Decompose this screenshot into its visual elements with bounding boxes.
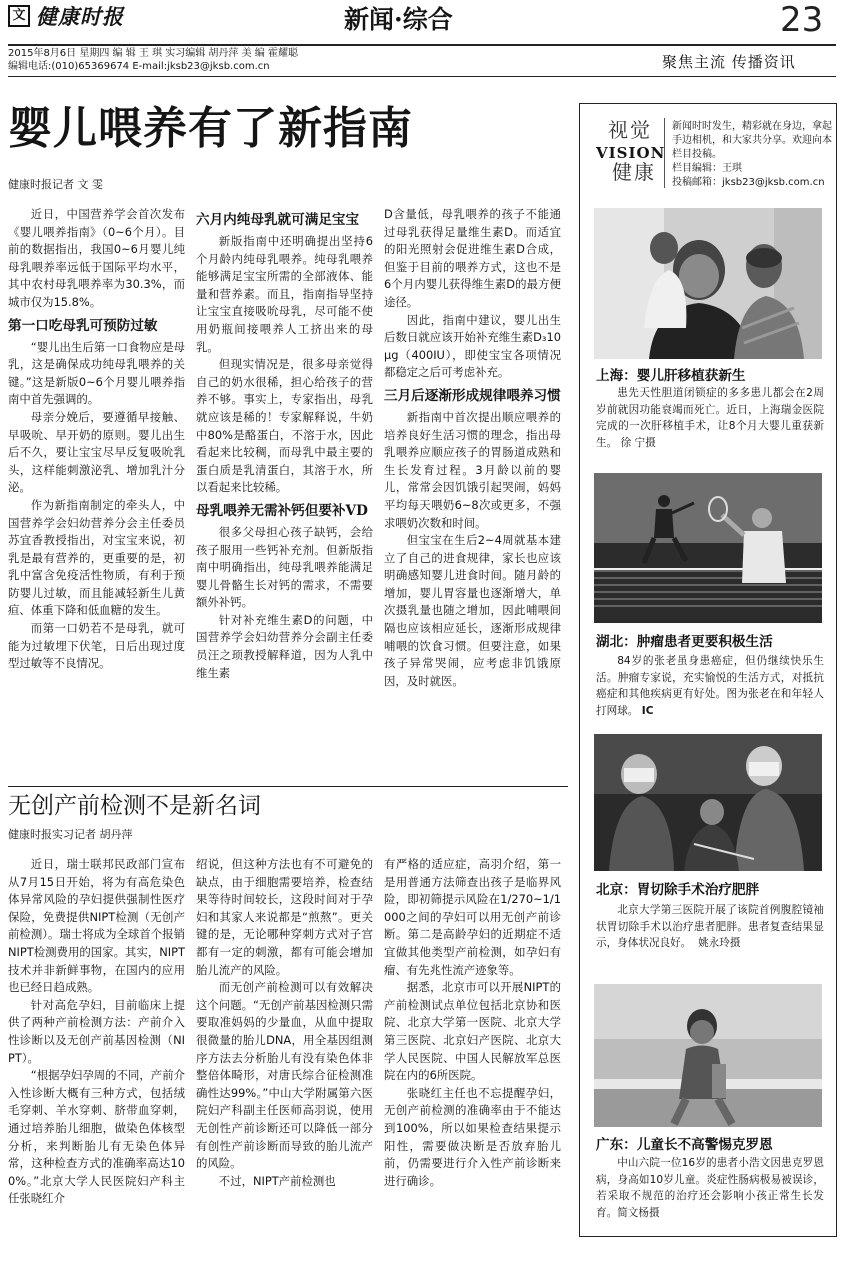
article2-headline: 无创产前检测不是新名词 <box>8 793 261 819</box>
paragraph: 作为新指南制定的牵头人，中国营养学会妇幼营养分会主任委员苏宜香教授指出，对宝宝来说，初乳是最有营养的，更重要的是，初乳中富含免疫活性物质，有利于预防婴儿过敏，而且能减轻新生儿黄疸、体重下降和低血糖的发生。 <box>8 497 185 618</box>
paper-name: 健康时报 <box>36 4 124 29</box>
paragraph: 很多父母担心孩子缺钙，会给孩子服用一些钙补充剂。但新版指南中明确指出，纯母乳喂养能满足婴儿骨骼生长对钙的需求，不需要额外补钙。 <box>196 524 373 610</box>
subheading: 母乳喂养无需补钙但要补VD <box>196 502 368 519</box>
sidebar-intro: 新闻时时发生，精彩就在身边，拿起手边相机，和大家共分享。欢迎向本栏目投稿。 <box>672 121 832 160</box>
sidebar-editor: 栏目编辑：王琪 <box>672 163 742 174</box>
family-photo-illustration <box>594 208 822 359</box>
sidebar-item-1-caption <box>596 385 824 451</box>
article2-column-1 <box>8 856 185 1280</box>
page-number: 23 <box>780 0 824 40</box>
tennis-photo-illustration <box>594 473 822 623</box>
paragraph: 而无创产前检测可以有效解决这个问题。“无创产前基因检测只需要取准妈妈的少量血，从血中提取很微量的胎儿DNA，用全基因组测序方法去分析胎儿有没有染色体非整倍体畸形，对唐氏综合征检测准确性达99%。”中山大学附属第六医院妇产科副主任医师高羽说，使用无创性产前诊断还可以降低一部分有创性产前诊断而导致的胎儿流产的风险。 <box>196 980 373 1171</box>
paragraph: 张晓红主任也不忘提醒孕妇，无创产前检测的准确率由于不能达到100%，所以如果检查结果提示阳性，需要做决断是否放弃胎儿前，仍需要进行介入性产前诊断来进行确诊。 <box>384 1085 561 1188</box>
paragraph: 有严格的适应症，高羽介绍，第一是用普通方法筛查出孩子是临界风险，即初筛提示风险在1/270~1/1000之间的孕妇可以用无创产前诊断。第二是高龄孕妇的近期症不适宜做其他类型产前检测，如孕妇有瘤、有先兆性流产迹象等。 <box>384 857 561 977</box>
sidebar-item-2-credit: IC <box>641 704 654 717</box>
paragraph: 而第一口奶若不是母乳，就可能为过敏埋下伏笔，日后出现过度型过敏等不良情况。 <box>8 621 185 671</box>
child-photo-illustration <box>594 984 822 1127</box>
section-title: 新闻·综合 <box>344 5 453 34</box>
sidebar-item-1-credit: 徐 宁摄 <box>620 436 656 449</box>
article-divider <box>8 786 568 787</box>
sidebar-item-4-caption <box>596 1155 824 1221</box>
masthead-slogan: 聚焦主流 传播资讯 <box>662 53 796 71</box>
article1-headline: 婴儿喂养有了新指南 <box>8 103 413 154</box>
article2-byline: 健康时报实习记者 胡丹萍 <box>8 828 133 841</box>
paragraph: “婴儿出生后第一口食物应是母乳，这是确保成功纯母乳喂养的关键。”这是新版0~6个月婴儿喂养指南中首先强调的。 <box>8 339 185 407</box>
paragraph: 近日，瑞士联邦民政部门宣布从7月15日开始，将为有高危染色体异常风险的孕妇提供强制性医疗保险，免费提供NIPT检测（无创产前检测）。瑞士将成为全球首个报销NIPT检测费用的国家。其实，NIPT技术并非新鲜事物，在国内的应用也已经日趋成熟。 <box>8 857 185 995</box>
masthead-bottom-rule <box>8 76 836 77</box>
sidebar-item-3-caption <box>596 902 824 952</box>
subheading: 三月后逐渐形成规律喂养习惯 <box>384 387 561 404</box>
article2-column-2 <box>196 856 373 1280</box>
subheading: 六月内纯母乳就可满足宝宝 <box>196 212 360 228</box>
paragraph: “根据孕妇孕周的不同，产前介入性诊断大概有三种方式，包括绒毛穿刺、羊水穿刺、脐带血穿刺，通过培养胎儿细胞，做染色体核型分析，来判断胎儿有无染色体异常，这种检查方式的准确率高达100%。”北京大学人民医院妇产科主任张晓红介 <box>8 1068 185 1206</box>
sidebar-brand-cn2: 健康 <box>612 160 656 184</box>
article1-column-1 <box>8 206 185 782</box>
sidebar-item-2-caption-text: 84岁的张老虽身患癌症，但仍继续快乐生活。肿瘤专家说，充实愉悦的生活方式，对抵抗癌症和其他疾病更有好处。图为张老在和年轻人打网球。 <box>596 655 824 717</box>
logo-mark-icon: 文 <box>12 8 26 23</box>
photo-hubei-tennis <box>594 473 822 623</box>
sidebar-item-3-caption-text: 北京大学第三医院开展了该院首例腹腔镜袖状胃切除手术以治疗患者肥胖。患者复查结果显示，身体状况良好。 <box>596 904 824 949</box>
article1-column-2 <box>196 206 373 782</box>
paragraph: 但现实情况是，很多母亲觉得自己的奶水很稀，担心给孩子的营养不够。事实上，专家指出，母乳就应该是稀的！专家解释说，牛奶中80%是酪蛋白，不溶于水，因此看起来比较稠，而母乳中最主要的蛋白质是乳清蛋白，其溶于水，所以看起来比较稀。 <box>196 357 373 495</box>
surgery-photo-illustration <box>594 734 822 871</box>
sidebar-email: 投稿邮箱：jksb23@jksb.com.cn <box>672 177 825 188</box>
sidebar-item-4-title: 广东：儿童长不高警惕克罗恩 <box>596 1137 773 1153</box>
paragraph: 针对高危孕妇，目前临床上提供了两种产前检测方法：产前介入性诊断以及无创产前基因检测（NIPT）。 <box>8 997 185 1065</box>
masthead-info-line2: 编辑电话:(010)65369674 E-mail:jksb23@jksb.com.cn <box>8 61 270 72</box>
sidebar-item-1-title: 上海：婴儿肝移植获新生 <box>596 368 746 384</box>
sidebar-item-2-title: 湖北：肿瘤患者更要积极生活 <box>596 634 773 650</box>
paragraph: 新版指南中还明确提出坚持6个月龄内纯母乳喂养。纯母乳喂养能够满足宝宝所需的全部液体、能量和营养素。而且，指南指导坚持让宝宝直接吸吮母乳，尽可能不使用奶瓶间接喂养人工挤出来的母乳。 <box>196 234 373 354</box>
sidebar-brand-divider <box>664 118 665 188</box>
paragraph: 针对补充维生素D的问题，中国营养学会妇幼营养分会副主任委员汪之顼教授解释道，因为人乳中维生素 <box>196 612 373 680</box>
masthead-logo <box>8 5 30 27</box>
masthead-rule <box>8 44 836 46</box>
paragraph: 母亲分娩后，要遵循早接触、早吸吮、早开奶的原则。婴儿出生后不久，要让宝宝尽早反复吸吮乳头，这样能刺激泌乳、增加乳汁分泌。 <box>8 409 185 495</box>
paragraph: 但宝宝在生后2~4周就基本建立了自己的进食规律，家长也应该明确感知婴儿进食时间。随月龄的增加，婴儿胃容量也逐渐增大，单次摄乳量也随之增加，因此哺喂间隔也应该相应延长，逐渐形成规律哺喂的饮食习惯。但要注意，如果孩子异常哭闹，应考虑非饥饿原因，及时就医。 <box>384 533 561 688</box>
article1-column-3 <box>384 206 561 782</box>
paragraph: 绍说，但这种方法也有不可避免的缺点，由于细胞需要培养，检查结果等待时间较长，这段时间对于孕妇和其家人来说都是“煎熬”。更关键的是，无论哪种穿刺方式对子宫都有一定的刺激，都有可能会增加胎儿流产的风险。 <box>196 857 373 977</box>
paragraph: 不过，NIPT产前检测也 <box>218 1173 336 1188</box>
sidebar-item-3-title: 北京：胃切除手术治疗肥胖 <box>596 882 760 898</box>
photo-guangdong-child <box>594 984 822 1127</box>
article2-column-3 <box>384 856 561 1280</box>
sidebar-brand-cn1: 视觉 <box>608 118 652 142</box>
paragraph: 据悉，北京市可以开展NIPT的产前检测试点单位包括北京协和医院、北京大学第一医院、北京大学第三医院、北京妇产医院、北京大学人民医院、中国人民解放军总医院在内的6所医院。 <box>384 980 561 1083</box>
paragraph: 近日，中国营养学会首次发布《婴儿喂养指南》（0~6个月）。目前的数据指出，我国0~6月婴儿纯母乳喂养率远低于国际平均水平，其中农村母乳喂养率为30.3%，而城市仅为15.8%。 <box>8 207 185 309</box>
paragraph: 因此，指南中建议，婴儿出生后数日就应该开始补充维生素D₃10μg（400IU），即使宝宝各项情况都稳定之后可考虑补充。 <box>384 312 561 380</box>
subheading: 第一口吃母乳可预防过敏 <box>8 317 158 334</box>
paragraph: 新指南中首次提出顺应喂养的培养良好生活习惯的理念，指出母乳喂养应顺应孩子的胃肠道成熟和生长发育过程。3月龄以前的婴儿，常常会因饥饿引起哭闹，妈妈平均每天喂奶6~8次或更多，不强求喂奶次数和时间。 <box>384 409 561 530</box>
sidebar-brand-en: VISION <box>596 144 666 162</box>
masthead-info-line1: 2015年8月6日 星期四 编 辑 王 琪 实习编辑 胡丹萍 美 编 霍耀聪 <box>8 48 298 59</box>
sidebar-item-3-credit: 姚永玲摄 <box>698 937 741 949</box>
article1-byline: 健康时报记者 文 雯 <box>8 178 103 191</box>
sidebar-item-2-caption <box>596 653 824 719</box>
photo-shanghai-family <box>594 208 822 359</box>
sidebar-item-4-caption-text: 中山六院一位16岁的患者小浩文因患克罗恩病，身高如10岁儿童。炎症性肠病极易被误诊，若采取不规范的治疗还会影响小孩正常生长发育。 <box>596 1157 824 1219</box>
paragraph: D含量低，母乳喂养的孩子不能通过母乳获得足量维生素D。而适宜的阳光照射会促进维生素D合成，但鉴于目前的喂养方式，这也不是6个月内婴儿获得维生素D的最方便途径。 <box>384 207 561 309</box>
sidebar-item-4-credit: 简文杨摄 <box>617 1206 660 1219</box>
photo-beijing-surgery <box>594 734 822 871</box>
sidebar-item-1-caption-text: 患先天性胆道闭锁症的多多患儿都会在2周岁前就因功能衰竭而死亡。近日，上海瑞金医院完成的一次肝移植手术，让8个月大婴儿重获新生。 <box>596 387 824 449</box>
